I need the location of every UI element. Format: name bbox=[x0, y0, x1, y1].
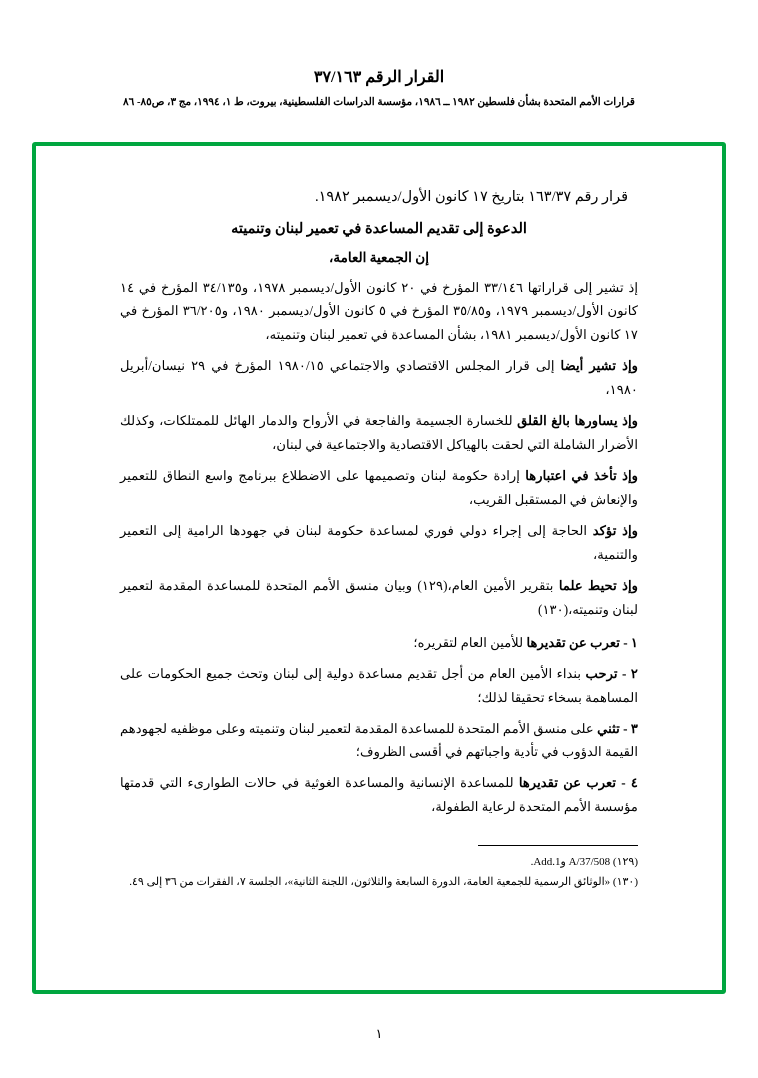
preamble-paragraph bbox=[120, 409, 638, 456]
paragraph-lead: وإذ تحيط علما bbox=[558, 578, 638, 594]
footnotes bbox=[120, 853, 638, 891]
preamble-paragraph bbox=[120, 574, 638, 621]
paragraph-lead: وإذ تشير أيضا bbox=[560, 358, 638, 374]
paragraph-lead: ٤ - تعرب عن تقديرها bbox=[518, 775, 638, 791]
resolution-organ: إن الجمعية العامة، bbox=[329, 249, 429, 265]
resolution-body bbox=[36, 146, 722, 990]
document-header bbox=[0, 68, 758, 110]
paragraph-text: الحاجة إلى إجراء دولي فوري لمساعدة حكومة لبنان في جهودها الرامية إلى التعمير والتنمية، bbox=[120, 523, 638, 562]
paragraph-text: إرادة حكومة لبنان وتصميمها على الاضطلاع ببرنامج واسع النطاق للتعمير والإنعاش في المستقبل القريب، bbox=[120, 468, 638, 507]
paragraph-lead: ٣ - تثني bbox=[597, 720, 638, 736]
footnote-item: (١٢٩) A/37/508 وAdd.1. bbox=[530, 855, 638, 868]
preamble-paragraph bbox=[120, 519, 638, 566]
paragraph-lead: وإذ تأخذ في اعتبارها bbox=[525, 468, 638, 484]
paragraph-text: للخسارة الجسيمة والفاجعة في الأرواح والدمار الهائل للممتلكات، وكذلك الأضرار الشاملة التي لحقت بالهياكل الاقتصادية والاجتماعية في لبنان، bbox=[120, 413, 638, 452]
paragraph-text: بنداء الأمين العام من أجل تقديم مساعدة دولية إلى لبنان وتحث جميع الحكومات على المساهمة بسخاء تحقيقا لذلك؛ bbox=[120, 666, 638, 705]
paragraph-text: بتقرير الأمين العام،(١٢٩) وبيان منسق الأمم المتحدة للمساعدة المقدمة لتعمير لبنان وتنميته،(١٣٠) bbox=[120, 578, 638, 617]
source-citation: قرارات الأمم المتحدة بشأن فلسطين ١٩٨٢ ــ ١٩٨٦، مؤسسة الدراسات الفلسطينية، بيروت، ط ١، ١٩٩٤، مج ٣، ص٨٥- ٨٦ bbox=[123, 97, 635, 109]
operative-paragraph bbox=[120, 631, 638, 655]
paragraph-text: للأمين العام لتقريره؛ bbox=[413, 635, 527, 651]
footnote-separator bbox=[478, 845, 638, 846]
footnote-item: (١٣٠) «الوثائق الرسمية للجمعية العامة، الدورة السابعة والثلاثون، اللجنة الثانية»، الجلسة ٧، الفقرات من ٣٦ إلى ٤٩. bbox=[129, 875, 638, 888]
paragraph-text: إلى قرار المجلس الاقتصادي والاجتماعي ١٩٨٠/١٥ المؤرخ في ٢٩ نيسان/أبريل ١٩٨٠، bbox=[120, 358, 638, 397]
resolution-frame bbox=[32, 142, 726, 994]
operative-paragraph bbox=[120, 717, 638, 765]
preamble-paragraphs bbox=[120, 276, 638, 622]
preamble-paragraph bbox=[120, 354, 638, 401]
resolution-subject: الدعوة إلى تقديم المساعدة في تعمير لبنان وتنميته bbox=[231, 220, 527, 237]
preamble-paragraph bbox=[120, 464, 638, 511]
resolution-heading: قرار رقم ١٦٣/٣٧ بتاريخ ١٧ كانون الأول/ديسمبر ١٩٨٢. bbox=[314, 189, 628, 205]
paragraph-lead: ٢ - ترحب bbox=[585, 666, 638, 682]
paragraph-text: على منسق الأمم المتحدة للمساعدة المقدمة لتعمير لبنان وتنميته وعلى موظفيه لجهودهم القيمة الدؤوب في تأدية واجباتهم في أقسى الظروف؛ bbox=[120, 720, 638, 760]
paragraph-lead: وإذ تؤكد bbox=[592, 523, 638, 539]
page-number: ١ bbox=[375, 1026, 383, 1041]
paragraph-text: إذ تشير إلى قراراتها ٣٣/١٤٦ المؤرخ في ٢٠ كانون الأول/ديسمبر ١٩٧٨، و٣٤/١٣٥ المؤرخ في ١٤ كانون الأول/ديسمبر ١٩٧٩، و٣٥/٨٥ المؤرخ في ٥ كانون الأول/ديسمبر ١٩٨٠، و٣٦/٢٠٥ المؤرخ في ١٧ كانون الأول/ديسمبر ١٩٨١، بشأن المساعدة في تعمير لبنان وتنميته، bbox=[120, 279, 639, 342]
page-title: القرار الرقم ٣٧/١٦٣ bbox=[313, 69, 445, 86]
paragraph-text: للمساعدة الإنسانية والمساعدة الغوثية في حالات الطوارىء التي قدمتها مؤسسة الأمم المتحدة لرعاية الطفولة، bbox=[120, 775, 638, 814]
operative-paragraph bbox=[120, 662, 638, 710]
paragraph-lead: ١ - تعرب عن تقديرها bbox=[526, 635, 638, 651]
operative-paragraphs bbox=[120, 631, 638, 818]
operative-paragraph bbox=[120, 771, 638, 819]
preamble-paragraph bbox=[120, 276, 638, 347]
paragraph-lead: وإذ يساورها بالغ القلق bbox=[517, 413, 638, 429]
